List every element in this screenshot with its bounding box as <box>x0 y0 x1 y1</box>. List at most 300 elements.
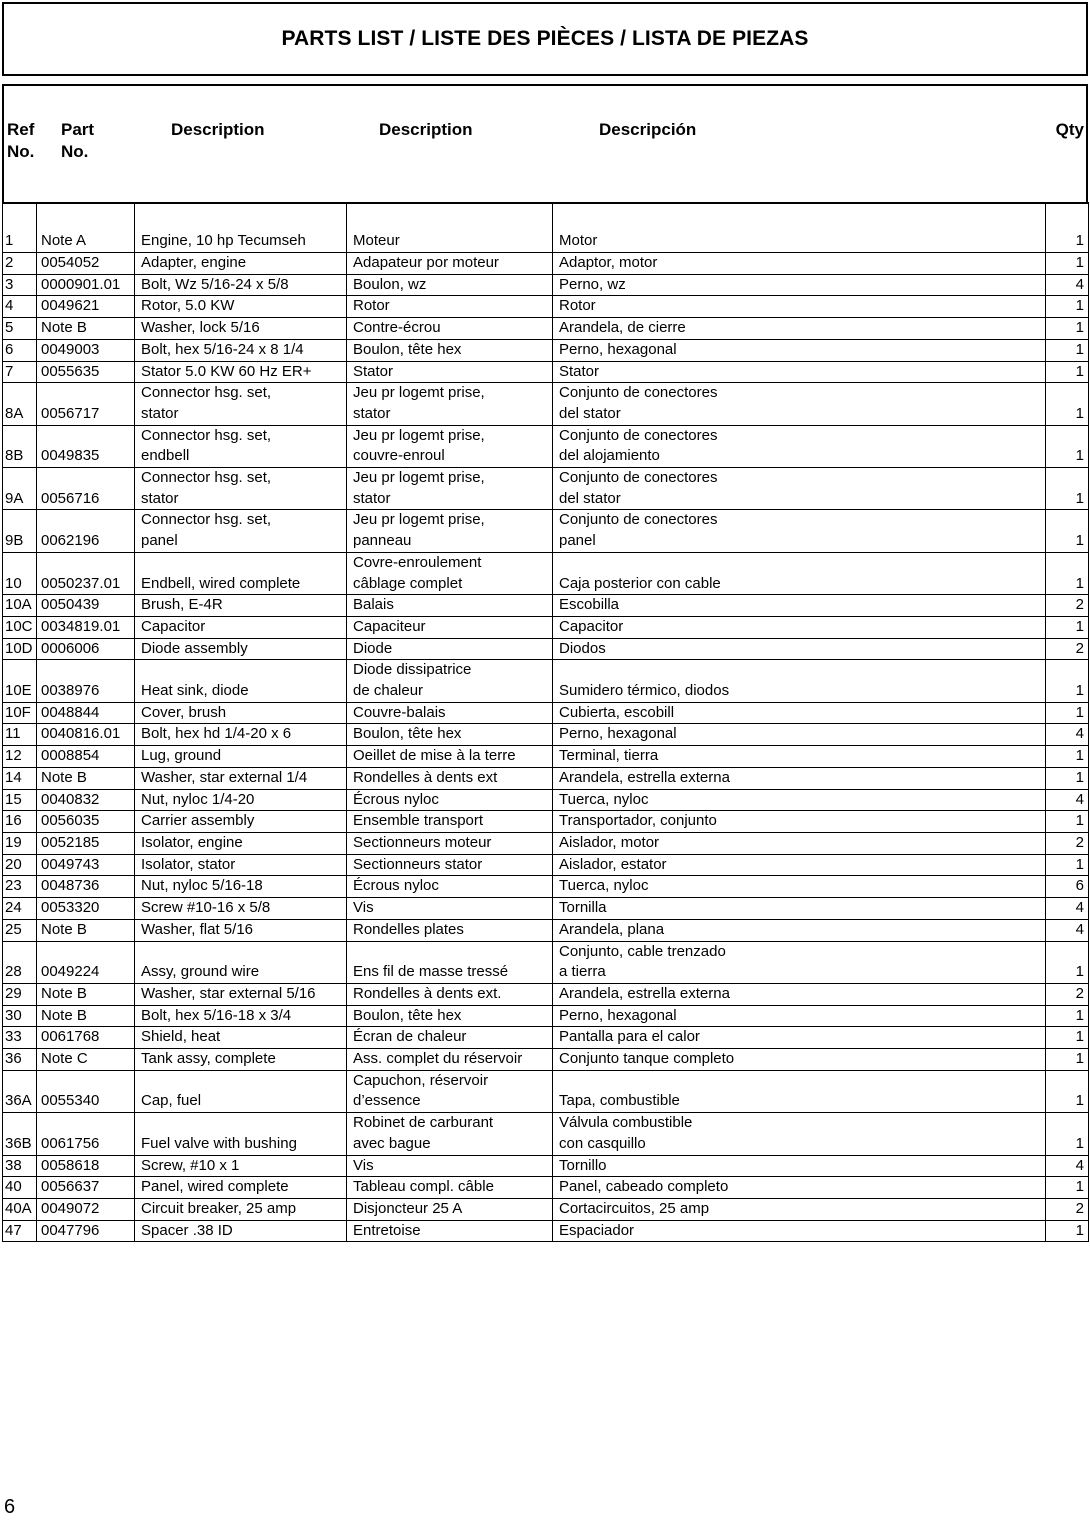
description-es-line: Aislador, motor <box>559 833 660 851</box>
qty-cell: 1 <box>1046 203 1089 253</box>
description-es-line: Tornillo <box>559 1156 607 1174</box>
ref-cell: 28 <box>3 941 37 983</box>
description-en-cell <box>135 595 347 617</box>
description-fr-line: avec bague <box>353 1134 431 1152</box>
part-no-cell: 0052185 <box>37 832 135 854</box>
ref-cell: 40A <box>3 1198 37 1220</box>
description-es-cell <box>553 595 1046 617</box>
description-en-cell <box>135 274 347 296</box>
qty-cell: 4 <box>1046 274 1089 296</box>
description-es-cell <box>553 983 1046 1005</box>
table-row <box>3 468 1089 510</box>
description-fr-line: Ens fil de masse tressé <box>353 963 509 981</box>
description-fr-line: Robinet de carburant <box>353 1114 494 1132</box>
table-row <box>3 983 1089 1005</box>
description-es-line: Arandela, plana <box>559 920 665 938</box>
qty-cell: 4 <box>1046 789 1089 811</box>
description-en-line: Connector hsg. set, <box>141 426 272 444</box>
description-fr-line: câblage complet <box>353 574 463 592</box>
ref-cell: 33 <box>3 1027 37 1049</box>
description-fr-cell <box>347 1005 553 1027</box>
description-es-line: Conjunto de conectores <box>559 384 718 402</box>
part-no-cell: 0040816.01 <box>37 724 135 746</box>
ref-cell: 1 <box>3 203 37 253</box>
description-en-line: Circuit breaker, 25 amp <box>141 1199 297 1217</box>
qty-cell: 1 <box>1046 552 1089 594</box>
part-no-cell: 0056035 <box>37 811 135 833</box>
description-fr-cell <box>347 425 553 467</box>
ref-cell: 25 <box>3 919 37 941</box>
part-no-cell: 0061768 <box>37 1027 135 1049</box>
description-fr-line: Boulon, tête hex <box>353 725 462 743</box>
description-es-line: Cubierta, escobill <box>559 703 675 721</box>
description-fr-cell <box>347 767 553 789</box>
part-no-cell: Note B <box>37 919 135 941</box>
description-fr-line: Ensemble transport <box>353 812 484 830</box>
description-es-line: Escobilla <box>559 596 620 614</box>
table-row <box>3 318 1089 340</box>
description-fr-cell <box>347 919 553 941</box>
description-fr-cell <box>347 789 553 811</box>
description-es-cell <box>553 274 1046 296</box>
description-es-line: Válvula combustible <box>559 1114 693 1132</box>
table-row <box>3 339 1089 361</box>
description-en-cell <box>135 1113 347 1155</box>
description-en-line: Fuel valve with bushing <box>141 1134 297 1152</box>
description-es-line: Tornilla <box>559 899 607 917</box>
table-row <box>3 253 1089 275</box>
description-es-cell <box>553 203 1046 253</box>
description-en-cell <box>135 832 347 854</box>
description-es-line: del stator <box>559 489 621 507</box>
description-en-line: endbell <box>141 447 190 465</box>
qty-cell: 2 <box>1046 595 1089 617</box>
page-title-text: PARTS LIST / LISTE DES PIÈCES / LISTA DE PIEZAS <box>281 27 809 50</box>
ref-cell: 38 <box>3 1155 37 1177</box>
description-fr-cell <box>347 1220 553 1242</box>
description-fr-line: Jeu pr logemt prise, <box>353 511 485 529</box>
table-row <box>3 1177 1089 1199</box>
description-fr-cell <box>347 296 553 318</box>
description-fr-line: Jeu pr logemt prise, <box>353 426 485 444</box>
description-es-line: Caja posterior con cable <box>559 574 721 592</box>
qty-cell: 1 <box>1046 318 1089 340</box>
qty-cell: 1 <box>1046 616 1089 638</box>
qty-cell: 1 <box>1046 1027 1089 1049</box>
description-es-cell <box>553 468 1046 510</box>
part-no-cell: 0049835 <box>37 425 135 467</box>
description-en-line: Tank assy, complete <box>141 1050 276 1068</box>
qty-cell: 1 <box>1046 383 1089 425</box>
description-fr-cell <box>347 638 553 660</box>
description-en-cell <box>135 1220 347 1242</box>
ref-cell: 9A <box>3 468 37 510</box>
description-es-line: del stator <box>559 404 621 422</box>
description-fr-line: Rondelles à dents ext <box>353 768 498 786</box>
description-fr-line: Disjoncteur 25 A <box>353 1199 463 1217</box>
qty-cell: 1 <box>1046 1005 1089 1027</box>
description-en-cell <box>135 1005 347 1027</box>
part-no-cell: 0038976 <box>37 660 135 702</box>
description-en-cell <box>135 383 347 425</box>
description-en-line: Endbell, wired complete <box>141 574 301 592</box>
part-no-cell: 0000901.01 <box>37 274 135 296</box>
header-description-fr: Description <box>379 120 473 139</box>
description-es-cell <box>553 296 1046 318</box>
ref-cell: 6 <box>3 339 37 361</box>
description-fr-cell <box>347 1049 553 1071</box>
description-fr-cell <box>347 811 553 833</box>
ref-cell: 10D <box>3 638 37 660</box>
description-fr-line: Covre-enroulement <box>353 553 482 571</box>
description-en-line: Carrier assembly <box>141 812 255 830</box>
part-no-cell: 0050439 <box>37 595 135 617</box>
table-row <box>3 296 1089 318</box>
description-fr-cell <box>347 339 553 361</box>
description-en-cell <box>135 941 347 983</box>
description-fr-line: Tableau compl. câble <box>353 1178 494 1196</box>
description-en-line: Washer, lock 5/16 <box>141 319 260 337</box>
ref-cell: 10 <box>3 552 37 594</box>
qty-cell: 1 <box>1046 468 1089 510</box>
description-fr-cell <box>347 1070 553 1112</box>
qty-cell: 2 <box>1046 983 1089 1005</box>
description-en-line: Nut, nyloc 1/4-20 <box>141 790 255 808</box>
description-en-line: Stator 5.0 KW 60 Hz ER+ <box>141 362 312 380</box>
description-fr-line: couvre-enroul <box>353 447 445 465</box>
description-fr-line: Stator <box>353 362 394 380</box>
part-no-cell: 0048736 <box>37 876 135 898</box>
table-row <box>3 854 1089 876</box>
description-en-cell <box>135 616 347 638</box>
description-en-line: Connector hsg. set, <box>141 469 272 487</box>
description-fr-line: Couvre-balais <box>353 703 446 721</box>
table-row <box>3 552 1089 594</box>
description-es-cell <box>553 1198 1046 1220</box>
ref-cell: 9B <box>3 510 37 552</box>
description-en-line: Shield, heat <box>141 1028 221 1046</box>
description-es-line: a tierra <box>559 963 606 981</box>
description-en-cell <box>135 746 347 768</box>
description-es-line: del alojamiento <box>559 447 660 465</box>
description-en-line: Spacer .38 ID <box>141 1221 233 1239</box>
description-fr-line: Sectionneurs stator <box>353 855 483 873</box>
description-en-cell <box>135 361 347 383</box>
description-es-line: Capacitor <box>559 617 624 635</box>
description-es-line: Tapa, combustible <box>559 1092 680 1110</box>
description-fr-line: Boulon, tête hex <box>353 340 462 358</box>
qty-cell: 4 <box>1046 1155 1089 1177</box>
description-es-cell <box>553 1027 1046 1049</box>
header-part: Part <box>61 120 95 139</box>
table-row <box>3 595 1089 617</box>
description-en-line: Cap, fuel <box>141 1092 202 1110</box>
description-es-cell <box>553 746 1046 768</box>
qty-cell: 1 <box>1046 660 1089 702</box>
table-row <box>3 660 1089 702</box>
ref-cell: 5 <box>3 318 37 340</box>
part-no-cell: 0049072 <box>37 1198 135 1220</box>
table-row <box>3 811 1089 833</box>
description-es-cell <box>553 789 1046 811</box>
description-es-line: Conjunto tanque completo <box>559 1050 735 1068</box>
ref-cell: 10A <box>3 595 37 617</box>
description-es-line: Panel, cabeado completo <box>559 1178 729 1196</box>
description-fr-cell <box>347 832 553 854</box>
description-en-cell <box>135 1070 347 1112</box>
qty-cell: 1 <box>1046 854 1089 876</box>
part-no-cell: 0048844 <box>37 702 135 724</box>
description-fr-cell <box>347 876 553 898</box>
ref-cell: 11 <box>3 724 37 746</box>
description-fr-line: Rondelles à dents ext. <box>353 984 502 1002</box>
description-en-line: Rotor, 5.0 KW <box>141 297 235 315</box>
description-en-cell <box>135 1155 347 1177</box>
description-es-cell <box>553 510 1046 552</box>
ref-cell: 47 <box>3 1220 37 1242</box>
description-en-cell <box>135 898 347 920</box>
description-fr-line: Moteur <box>353 232 400 250</box>
description-fr-line: Écran de chaleur <box>353 1028 467 1046</box>
description-es-line: Perno, hexagonal <box>559 725 677 743</box>
description-en-cell <box>135 468 347 510</box>
description-fr-line: Adapateur por moteur <box>353 254 499 271</box>
part-no-cell: 0056716 <box>37 468 135 510</box>
ref-cell: 12 <box>3 746 37 768</box>
qty-cell: 1 <box>1046 339 1089 361</box>
description-fr-line: Écrous nyloc <box>353 877 439 895</box>
description-en-cell <box>135 876 347 898</box>
description-en-line: Adapter, engine <box>141 254 247 271</box>
ref-cell: 19 <box>3 832 37 854</box>
part-no-cell: 0058618 <box>37 1155 135 1177</box>
description-fr-cell <box>347 510 553 552</box>
description-es-cell <box>553 941 1046 983</box>
qty-cell: 4 <box>1046 898 1089 920</box>
description-es-cell <box>553 1177 1046 1199</box>
description-es-line: Perno, hexagonal <box>559 1006 677 1024</box>
description-en-cell <box>135 660 347 702</box>
description-fr-line: Diode <box>353 639 393 657</box>
description-fr-cell <box>347 746 553 768</box>
description-es-line: Conjunto de conectores <box>559 511 718 529</box>
description-es-cell <box>553 361 1046 383</box>
description-es-cell <box>553 425 1046 467</box>
qty-cell: 1 <box>1046 767 1089 789</box>
description-es-line: Sumidero térmico, diodos <box>559 682 730 700</box>
description-fr-line: Écrous nyloc <box>353 790 439 808</box>
description-es-line: Diodos <box>559 639 606 657</box>
parts-table-body <box>3 203 1089 1242</box>
description-es-cell <box>553 339 1046 361</box>
part-no-cell: Note A <box>37 203 135 253</box>
description-es-line: Motor <box>559 232 598 250</box>
part-no-cell: 0049743 <box>37 854 135 876</box>
description-en-cell <box>135 552 347 594</box>
description-es-cell <box>553 919 1046 941</box>
description-en-cell <box>135 203 347 253</box>
table-row <box>3 1220 1089 1242</box>
description-fr-line: Capuchon, réservoir <box>353 1071 489 1089</box>
description-en-cell <box>135 253 347 275</box>
description-en-cell <box>135 983 347 1005</box>
description-fr-line: Jeu pr logemt prise, <box>353 469 485 487</box>
ref-cell: 10F <box>3 702 37 724</box>
description-es-line: panel <box>559 532 596 550</box>
description-en-line: Lug, ground <box>141 747 222 765</box>
ref-cell: 16 <box>3 811 37 833</box>
ref-cell: 24 <box>3 898 37 920</box>
description-en-cell <box>135 854 347 876</box>
description-es-line: Stator <box>559 362 600 380</box>
description-en-line: Nut, nyloc 5/16-18 <box>141 877 263 895</box>
description-fr-line: stator <box>353 489 391 507</box>
description-fr-cell <box>347 702 553 724</box>
description-en-cell <box>135 638 347 660</box>
table-row <box>3 702 1089 724</box>
description-en-line: Cover, brush <box>141 703 227 721</box>
part-no-cell: 0054052 <box>37 253 135 275</box>
description-fr-cell <box>347 203 553 253</box>
qty-cell: 1 <box>1046 425 1089 467</box>
header-description-en: Description <box>171 120 265 139</box>
description-fr-cell <box>347 941 553 983</box>
ref-cell: 30 <box>3 1005 37 1027</box>
description-fr-cell <box>347 361 553 383</box>
ref-cell: 8B <box>3 425 37 467</box>
table-row <box>3 510 1089 552</box>
part-no-cell: 0049003 <box>37 339 135 361</box>
ref-cell: 14 <box>3 767 37 789</box>
description-es-line: con casquillo <box>559 1134 646 1152</box>
description-en-line: Connector hsg. set, <box>141 511 272 529</box>
description-fr-line: stator <box>353 404 391 422</box>
table-row <box>3 383 1089 425</box>
description-en-cell <box>135 724 347 746</box>
ref-cell: 15 <box>3 789 37 811</box>
table-row <box>3 724 1089 746</box>
header-description-es: Descripción <box>599 120 697 139</box>
description-es-cell <box>553 767 1046 789</box>
description-es-line: Tuerca, nyloc <box>559 790 649 808</box>
description-es-cell <box>553 1220 1046 1242</box>
ref-cell: 2 <box>3 253 37 275</box>
description-fr-cell <box>347 1027 553 1049</box>
description-fr-cell <box>347 724 553 746</box>
description-fr-line: Boulon, wz <box>353 275 427 293</box>
description-fr-cell <box>347 660 553 702</box>
description-en-cell <box>135 339 347 361</box>
table-row <box>3 876 1089 898</box>
description-es-line: Transportador, conjunto <box>559 812 717 830</box>
qty-cell: 1 <box>1046 1177 1089 1199</box>
description-fr-cell <box>347 616 553 638</box>
description-en-cell <box>135 1027 347 1049</box>
description-es-cell <box>553 1049 1046 1071</box>
parts-table <box>2 202 1089 1242</box>
description-es-line: Tuerca, nyloc <box>559 877 649 895</box>
qty-cell: 1 <box>1046 1049 1089 1071</box>
description-es-line: Perno, hexagonal <box>559 340 677 358</box>
part-no-cell: 0040832 <box>37 789 135 811</box>
description-en-line: Brush, E-4R <box>141 596 223 614</box>
description-en-cell <box>135 702 347 724</box>
qty-cell: 1 <box>1046 702 1089 724</box>
description-en-cell <box>135 919 347 941</box>
description-fr-cell <box>347 274 553 296</box>
ref-cell: 7 <box>3 361 37 383</box>
description-es-line: Terminal, tierra <box>559 747 659 765</box>
qty-cell: 1 <box>1046 1113 1089 1155</box>
description-fr-line: Diode dissipatrice <box>353 661 472 679</box>
description-en-line: Assy, ground wire <box>141 963 260 981</box>
part-no-cell: 0055340 <box>37 1070 135 1112</box>
part-no-cell: 0006006 <box>37 638 135 660</box>
description-fr-line: Rotor <box>353 297 390 315</box>
description-en-cell <box>135 1049 347 1071</box>
description-en-line: Washer, flat 5/16 <box>141 920 254 938</box>
table-row <box>3 767 1089 789</box>
qty-cell: 1 <box>1046 253 1089 275</box>
description-fr-cell <box>347 468 553 510</box>
description-fr-line: Rondelles plates <box>353 920 464 938</box>
table-row <box>3 274 1089 296</box>
ref-cell: 36A <box>3 1070 37 1112</box>
table-row <box>3 1070 1089 1112</box>
qty-cell: 2 <box>1046 1198 1089 1220</box>
description-es-line: Arandela, estrella externa <box>559 984 730 1002</box>
description-en-line: Bolt, hex 5/16-18 x 3/4 <box>141 1006 292 1024</box>
description-en-line: Engine, 10 hp Tecumseh <box>141 232 306 250</box>
description-es-cell <box>553 898 1046 920</box>
description-fr-line: Ass. complet du réservoir <box>353 1050 523 1068</box>
description-es-cell <box>553 253 1046 275</box>
table-row <box>3 1113 1089 1155</box>
description-en-line: Isolator, stator <box>141 855 236 873</box>
part-no-cell: 0049621 <box>37 296 135 318</box>
table-row <box>3 898 1089 920</box>
table-row <box>3 616 1089 638</box>
description-es-cell <box>553 638 1046 660</box>
description-es-cell <box>553 1113 1046 1155</box>
part-no-cell: 0062196 <box>37 510 135 552</box>
description-es-line: Cortacircuitos, 25 amp <box>559 1199 710 1217</box>
description-es-cell <box>553 811 1046 833</box>
qty-cell: 4 <box>1046 919 1089 941</box>
description-en-cell <box>135 425 347 467</box>
description-en-cell <box>135 811 347 833</box>
part-no-cell: Note B <box>37 767 135 789</box>
description-en-cell <box>135 1198 347 1220</box>
header-ref: Ref <box>7 120 35 139</box>
part-no-cell: Note C <box>37 1049 135 1071</box>
description-en-line: Screw #10-16 x 5/8 <box>141 899 271 917</box>
table-row <box>3 361 1089 383</box>
part-no-cell: 0034819.01 <box>37 616 135 638</box>
description-fr-line: Entretoise <box>353 1221 421 1239</box>
ref-cell: 3 <box>3 274 37 296</box>
description-fr-line: Vis <box>353 1156 374 1174</box>
table-row <box>3 1049 1089 1071</box>
description-fr-line: Contre-écrou <box>353 319 441 337</box>
description-es-cell <box>553 702 1046 724</box>
qty-cell: 6 <box>1046 876 1089 898</box>
description-es-line: Aislador, estator <box>559 855 667 873</box>
description-en-line: stator <box>141 404 179 422</box>
table-row <box>3 832 1089 854</box>
description-es-line: Conjunto de conectores <box>559 426 718 444</box>
description-es-line: Perno, wz <box>559 275 626 293</box>
